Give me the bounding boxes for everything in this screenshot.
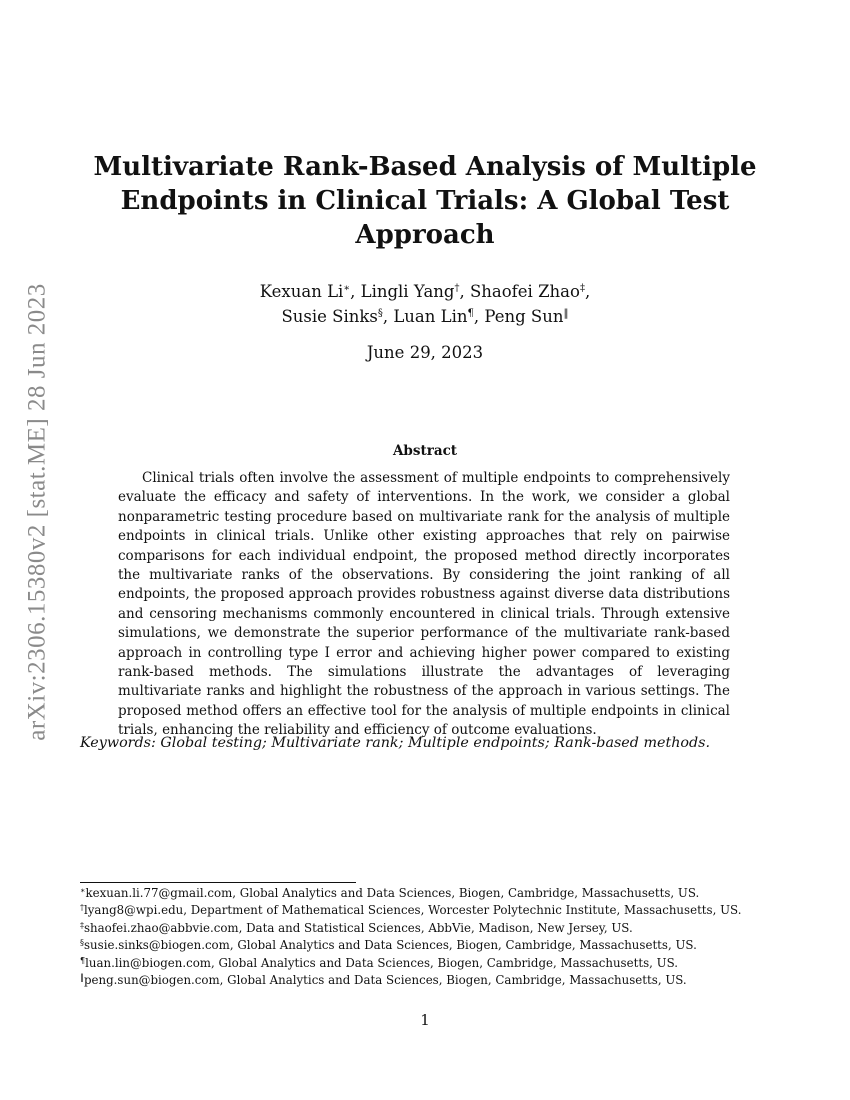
author-separator: , — [350, 282, 361, 301]
footnote-text: susie.sinks@biogen.com, Global Analytics and Data Sciences, Biogen, Cambridge, Massachusetts, US. — [84, 938, 697, 953]
footnote-text: peng.sun@biogen.com, Global Analytics and Data Sciences, Biogen, Cambridge, Massachusetts, US. — [84, 973, 687, 988]
title-line: Endpoints in Clinical Trials: A Global Test — [120, 186, 730, 216]
footnote-mark: † — [80, 903, 84, 913]
author-name: Lingli Yang — [360, 282, 455, 301]
title-line: Approach — [355, 220, 495, 250]
footnote — [80, 937, 780, 954]
arxiv-identifier-text: arXiv:2306.15380v2 [stat.ME] 28 Jun 2023 — [24, 283, 51, 741]
publication-date: June 29, 2023 — [366, 343, 484, 362]
author-separator: , — [382, 307, 394, 326]
author-name: Luan Lin — [393, 307, 468, 326]
author-separator: , — [459, 282, 470, 301]
title-line: Multivariate Rank-Based Analysis of Multiple — [93, 152, 757, 182]
arxiv-identifier-stamp — [10, 262, 66, 762]
author-list — [100, 279, 750, 329]
author-separator: , — [473, 307, 485, 326]
author-name: Peng Sun — [484, 307, 564, 326]
keywords: Keywords: Global testing; Multivariate rank; Multiple endpoints; Rank-based methods. — [80, 735, 711, 751]
footnote-mark: ‖ — [563, 308, 569, 319]
paper-title — [80, 150, 770, 252]
author-separator: , — [584, 282, 591, 301]
footnote-mark: ‖ — [80, 973, 84, 983]
footnote-mark: ‡ — [80, 920, 84, 930]
footnote-mark: † — [454, 283, 460, 294]
footnote-mark: ¶ — [80, 955, 86, 965]
author-line — [100, 304, 750, 329]
footnote — [80, 920, 780, 937]
footnote-mark: ∗ — [80, 886, 86, 895]
footnote-text: luan.lin@biogen.com, Global Analytics and Data Sciences, Biogen, Cambridge, Massachusetts, US. — [85, 955, 678, 970]
abstract-heading: Abstract — [392, 443, 458, 459]
abstract-text: Clinical trials often involve the assessment of multiple endpoints to comprehensively evaluate the efficacy and safety of interventions. In the work, we consider a global nonparametric testing procedure based on multivariate rank for the analysis of multiple endpoints in clinical trials. Unlike other existing approaches that rely on pairwise comparisons for each individual endpoint, the proposed method directly incorporates the multivariate ranks of the observations. By considering the joint ranking of all endpoints, the proposed approach provides robustness against diverse data distributions and censoring mechanisms commonly encountered in clinical trials. Through extensive simulations, we demonstrate the superior performance of the multivariate rank-based approach in controlling type I error and achieving higher power compared to existing rank-based methods. The simulations illustrate the advantages of leveraging multivariate ranks and highlight the robustness of the approach in various settings. The proposed method offers an effective tool for the analysis of multiple endpoints in clinical trials, enhancing the reliability and efficiency of outcome evaluations. — [118, 470, 730, 739]
footnote-mark: ‡ — [579, 283, 585, 294]
author-line — [100, 279, 750, 304]
footnote — [80, 972, 780, 989]
footnote — [80, 955, 780, 972]
footnote-text: kexuan.li.77@gmail.com, Global Analytics and Data Sciences, Biogen, Cambridge, Massachusetts, US. — [85, 886, 700, 900]
footnote-mark: ¶ — [467, 308, 474, 319]
page-number: 1 — [420, 1011, 430, 1029]
footnote — [80, 902, 780, 919]
footnote — [80, 885, 780, 902]
footnote-text: shaofei.zhao@abbvie.com, Data and Statistical Sciences, AbbVie, Madison, New Jersey, US. — [84, 920, 633, 935]
author-name: Susie Sinks — [281, 307, 378, 326]
author-name: Kexuan Li — [259, 282, 344, 301]
footnote-mark: § — [377, 308, 383, 319]
footnote-mark: § — [80, 938, 84, 948]
footnotes — [80, 885, 780, 989]
footnote-mark: ∗ — [343, 283, 351, 294]
footnote-divider — [80, 882, 356, 883]
author-name: Shaofei Zhao — [469, 282, 580, 301]
footnote-text: lyang8@wpi.edu, Department of Mathematical Sciences, Worcester Polytechnic Institute, Massachusetts, US. — [84, 903, 742, 918]
